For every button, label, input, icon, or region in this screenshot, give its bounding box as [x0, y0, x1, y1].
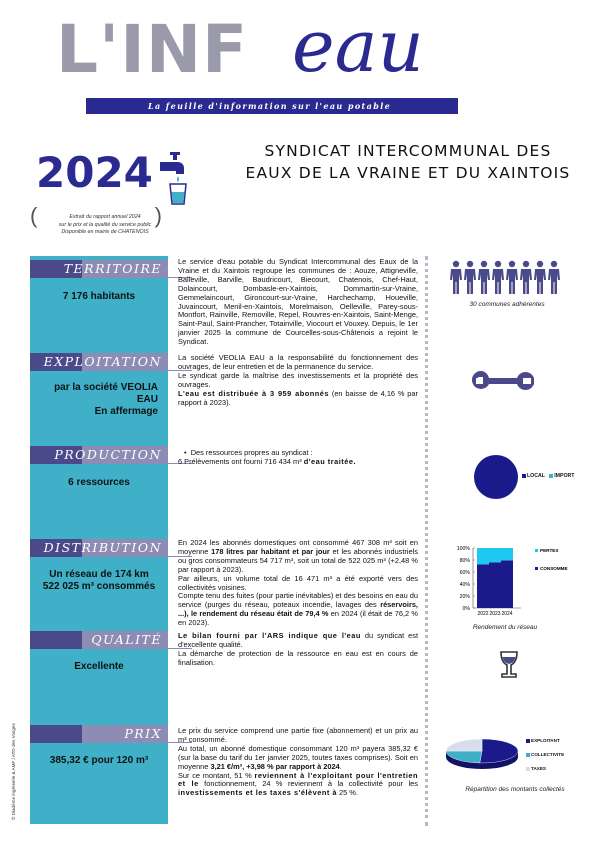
section-label-prix: PRIX	[124, 726, 162, 741]
bar-pertes-2023	[489, 548, 501, 562]
section-band-distribution	[30, 539, 168, 557]
person-icon	[534, 261, 546, 294]
y-tick-label: 20%	[459, 593, 470, 600]
stat-distribution-line-2: 522 025 m³ consommés	[42, 581, 156, 592]
person-icon	[464, 261, 476, 294]
legend-swatch-import	[549, 474, 553, 478]
text-exploitation-2: Le syndicat garde la maîtrise des investissements et la propriété des ouvrages.	[178, 370, 418, 389]
text-prix-1: Le prix du service comprend une partie fixe (abonnement) et un prix au m³ consommé.	[178, 726, 418, 744]
section-label-distribution: DISTRIBUTION	[43, 540, 162, 555]
logo-tagline: La feuille d'information sur l'eau potable	[148, 101, 392, 111]
bar-pertes-2024	[501, 548, 513, 560]
person-icon	[520, 261, 532, 294]
legend-local: LOCAL	[527, 473, 545, 479]
caption-rendement: Rendement du réseau	[472, 624, 538, 631]
stat-exploitation-line-2: EAU	[136, 394, 158, 405]
water-glass-icon	[498, 650, 520, 680]
person-icon	[492, 261, 504, 294]
text-territoire: Le service d'eau potable du Syndicat Intercommunal des Eaux de la Vraine et du Xaintois regroupe les communes de : Aouze, Attigneville, Balleville, Barville, Baudricourt, Biecourt, Chatenois, Chef-Haut, Dolaincourt, Dombasle-en-Xaintois, Dommartin-sur-Vraine, Gemmelaincourt, Gironcourt-sur-Vraine, Harchechamp, Houeville, Juvaincourt, Menil-en-Xaintois, Morelmaison, Oelleville, Parey-sous-Montfort, Rainville, Removille, Repel, Rouvres-en-Xaintois, Saint-Menge, Saint-Paul, Saint-Prancher, Totainville, Viocourt et Vouxey. Depuis, le 1er janvier 2025 la commune de Courcelles-sous-Châtenois a rejoint le Syndicat.	[178, 257, 418, 347]
section-band-production	[30, 446, 168, 464]
bar-consomme-2023	[489, 562, 501, 608]
text-distribution-1: En 2024 les abonnés domestiques ont consommé 467 308 m³ soit en moyenne 178 litres par habitant et par jour et les abonnés industriels ou gros consommateurs 54 717 m³, soit un total de 522 025 m³ (+2,48 % par rapport à 2023).	[178, 538, 418, 574]
legend-swatch	[535, 567, 538, 570]
slice-taxes	[446, 739, 482, 751]
legend-label: CONSOMME	[540, 566, 568, 571]
text-prix-3: Sur ce montant, 51 % reviennent à l'exploitant pour l'entretien et le fonctionnement, 24 % reviennent à la collectivité pour les investissements et les taxes s'élèvent à 25 %.	[178, 770, 418, 798]
text-qualite-1: Le bilan fourni par l'ARS indique que l'eau du syndicat est d'excellente qualité.	[178, 631, 418, 649]
people-icon	[450, 260, 562, 296]
legend-swatch-local	[522, 474, 526, 478]
stat-distribution-line-1: Un réseau de 174 km	[49, 569, 149, 580]
y-tick-label: 40%	[459, 581, 470, 588]
credit-line: © Diadème ingénierie & AMF / ATD des Vosges	[11, 723, 16, 820]
network-yield-chart	[445, 540, 585, 620]
text-production-line: 6 Prélèvements ont fourni 716 434 m³ d'eau traitée.	[178, 456, 357, 466]
report-year: 2024	[36, 148, 153, 197]
person-icon	[450, 261, 462, 294]
x-tick-label: 2024	[501, 611, 513, 617]
y-tick-label: 60%	[459, 569, 470, 576]
text-distribution	[178, 539, 418, 628]
section-band-prix	[30, 725, 168, 743]
logo-eau-text: eau	[292, 4, 424, 88]
bar-consomme-2024	[501, 560, 513, 608]
extract-line-1: Extrait du rapport annuel 2024	[69, 214, 141, 220]
text-exploitation	[178, 354, 418, 407]
text-prix-2: Au total, un abonné domestique consommant 120 m³ payera 385,32 € (sur la base du tarif du 1er janvier 2025, toutes taxes comprises). Soit en moyenne 3,21 €/m³, +3,98 % par rapport à 2024.	[178, 743, 418, 771]
x-tick-label: 2022	[477, 611, 489, 617]
open-bracket: (	[30, 203, 38, 228]
stat-production: 6 ressources	[68, 477, 130, 488]
stat-territoire: 7 176 habitants	[62, 291, 136, 302]
stat-exploitation-line-1: par la société VEOLIA	[54, 382, 158, 393]
stat-qualite: Excellente	[74, 661, 124, 672]
text-qualite	[178, 632, 418, 668]
text-prix	[178, 727, 418, 798]
caption-repartition: Répartition des montants collectés	[465, 786, 565, 793]
y-tick-label: 80%	[459, 557, 470, 564]
legend-import: IMPORT	[554, 473, 575, 479]
text-distribution-3: Compte tenu des fuites (pour partie inévitables) et des besoins en eau du service (purges du réseau, poteaux incendie, lavages des réservoirs, ...), le rendement du réseau était de 79,4 % en 2024 (il était de 76,2 % en 2023).	[178, 591, 419, 628]
water-tap-icon	[158, 150, 208, 206]
person-icon	[506, 261, 518, 294]
section-band-exploitation	[30, 353, 168, 371]
stat-distribution	[30, 569, 168, 593]
extract-line-2: sur le prix et la qualité du service public	[58, 221, 152, 228]
section-label-production: PRODUCTION	[54, 447, 162, 462]
y-tick-label: 100%	[456, 545, 470, 552]
legend-taxes: TAXES	[526, 766, 546, 771]
bar-pertes-2022	[477, 548, 489, 564]
person-icon	[478, 261, 490, 294]
text-qualite-2: La démarche de protection de la ressource en eau est en cours de finalisation.	[178, 648, 418, 667]
legend-exploitant: EXPLOITANT	[526, 738, 560, 743]
column-separator	[425, 256, 428, 826]
amounts-distribution-pie	[442, 736, 522, 772]
report-extract-note	[30, 203, 180, 237]
stat-exploitation-line-3: En affermage	[94, 406, 158, 417]
newsletter-logo	[56, 4, 424, 111]
resource-origin-legend	[522, 473, 574, 479]
text-production	[178, 449, 418, 467]
text-exploitation-3: L'eau est distribuée à 3 959 abonnés (en baisse de 4,16 % par rapport à 2023).	[178, 388, 418, 407]
section-band-qualite	[30, 631, 168, 649]
stat-prix: 385,32 € pour 120 m³	[49, 755, 149, 766]
close-bracket: )	[154, 203, 162, 228]
section-label-qualite: QUALITÉ	[91, 632, 162, 647]
person-icon	[548, 261, 560, 294]
wrench-icon	[472, 368, 534, 394]
section-label-territoire: TERRITOIRE	[63, 261, 162, 276]
bar-consomme-2022	[477, 564, 489, 608]
resource-origin-pie	[474, 455, 518, 499]
organisation-title: SYNDICAT INTERCOMMUNAL DES EAUX DE LA VRAINE ET DU XAINTOIS	[245, 142, 571, 182]
x-tick-label: 2023	[489, 611, 501, 617]
legend-swatch	[535, 549, 538, 552]
stat-exploitation	[30, 382, 168, 418]
logo-main-text: L'INF	[56, 11, 249, 88]
y-tick-label: 0%	[462, 605, 470, 612]
text-production-bullet: • Des ressources propres au syndicat :	[184, 448, 313, 457]
caption-communes: 30 communes adhérentes	[469, 301, 545, 308]
extract-line-3: Disponible en mairie de CHATENOIS	[61, 229, 149, 236]
section-label-exploitation: EXPLOITATION	[43, 354, 162, 369]
section-band-territoire	[30, 260, 168, 278]
text-distribution-2: Par ailleurs, un volume total de 16 471 m³ a été exporté vers des collectivités voisines.	[178, 573, 418, 592]
legend-label: PERTES	[540, 548, 559, 553]
text-exploitation-1: La société VEOLIA EAU a la responsabilité du fonctionnement des ouvrages, de leur entretien et de la permanence du service.	[178, 353, 418, 371]
legend-collectivite: COLLECTIVITE	[526, 752, 564, 757]
